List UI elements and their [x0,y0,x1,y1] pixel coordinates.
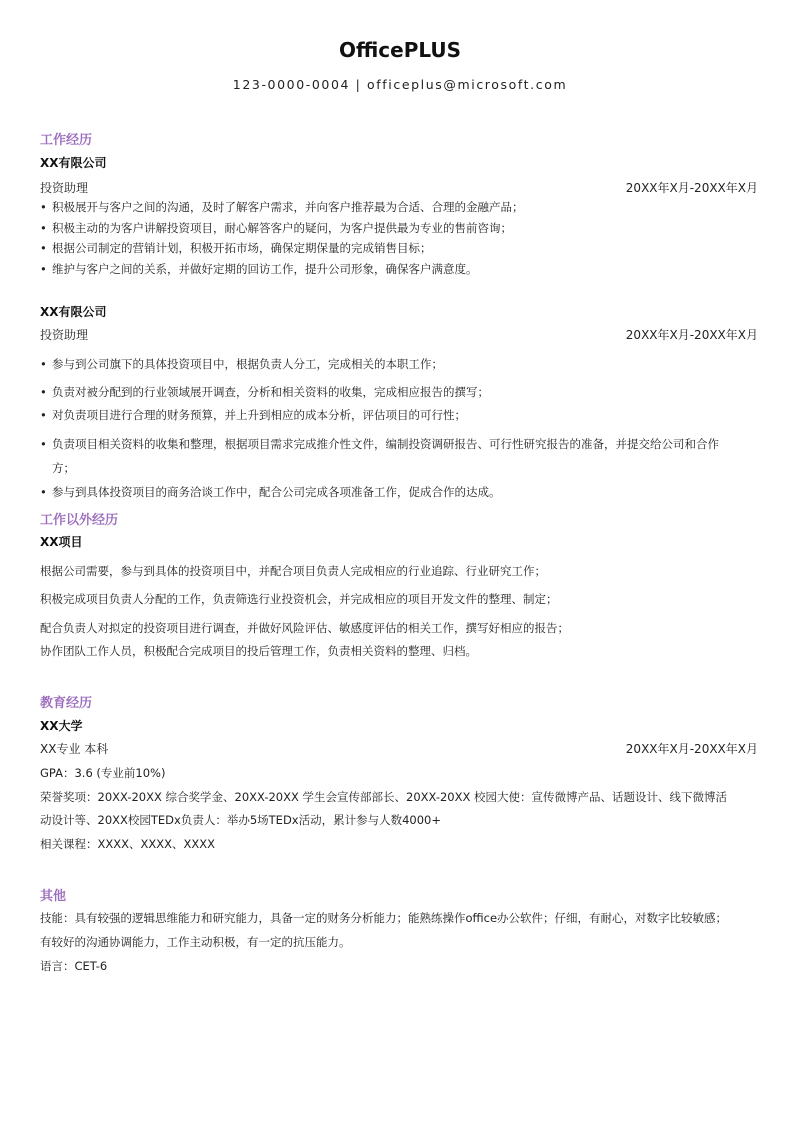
job-2-role: 投资助理 [40,328,89,342]
project-line-3: 配合负责人对拟定的投资项目进行调查，并做好风险评估、敏感度评估的相关工作，撰写好相应的报告； [40,621,569,635]
job-1-company: XX有限公司 [40,156,107,170]
project-line-2: 积极完成项目负责人分配的工作，负责筛选行业投资机会，并完成相应的项目开发文件的整理、制定； [40,592,558,606]
job-2-company: XX有限公司 [40,305,107,319]
job-1-role: 投资助理 [40,181,89,195]
job-2-bullet-1: • 参与到公司旗下的具体投资项目中，根据负责人分工，完成相关的本职工作； [40,356,443,372]
section-title-other: 其他 [40,889,67,904]
job-1-bullet-1: • 积极展开与客户之间的沟通，及时了解客户需求，并向客户推荐最为合适、合理的金融产品； [40,199,524,215]
education-gpa: GPA：3.6 (专业前10%) [40,766,166,780]
education-major: XX专业 本科 [40,742,109,756]
project-line-1: 根据公司需要，参与到具体的投资项目中，并配合项目负责人完成相应的行业追踪、行业研究工作； [40,564,546,578]
skills-line-1: 技能：具有较强的逻辑思维能力和研究能力，具备一定的财务分析能力；能熟练操作office办公软件；仔细，有耐心，对数字比较敏感； [40,911,728,925]
job-1-bullet-3: • 根据公司制定的营销计划，积极开拓市场，确保定期保量的完成销售目标； [40,240,432,256]
resume-name: OfficePLUS [338,38,462,62]
school-name: XX大学 [40,719,83,733]
job-2-bullet-2: • 负责对被分配到的行业领域展开调查，分析和相关资料的收集，完成相应报告的撰写； [40,384,489,400]
education-courses: 相关课程：XXXX、XXXX、XXXX [40,837,216,851]
job-1-bullet-2: • 积极主动的为客户讲解投资项目，耐心解答客户的疑问，为客户提供最为专业的售前咨询； [40,220,512,236]
education-date: 20XX年X月-20XX年X月 [625,742,758,756]
section-title-extra: 工作以外经历 [40,513,119,528]
skills-line-2: 有较好的沟通协调能力，工作主动积极，有一定的抗压能力。 [40,935,351,949]
job-1-bullet-4: • 维护与客户之间的关系，并做好定期的回访工作，提升公司形象，确保客户满意度。 [40,261,478,277]
education-honors-line-2: 动设计等、20XX校园TEDx负责人：举办5场TEDx活动，累计参与人数4000+ [40,813,442,827]
project-line-4: 协作团队工作人员，积极配合完成项目的投后管理工作，负责相关资料的整理、归档。 [40,644,477,658]
job-2-bullet-3: • 对负责项目进行合理的财务预算，并上升到相应的成本分析，评估项目的可行性； [40,407,466,423]
contact-line: 123-0000-0004 | officeplus@microsoft.com [232,77,568,92]
job-1-date: 20XX年X月-20XX年X月 [625,181,758,195]
language-line: 语言：CET-6 [40,959,108,973]
project-name: XX项目 [40,535,83,549]
job-2-date: 20XX年X月-20XX年X月 [625,328,758,342]
job-2-bullet-4: • 负责项目相关资料的收集和整理，根据项目需求完成推介性文件，编制投资调研报告、可行性研究报告的准备，并提交给公司和合作 [40,436,719,452]
section-title-education: 教育经历 [40,696,93,711]
job-2-bullet-4-continued: 方； [52,461,75,475]
education-honors-line-1: 荣誉奖项：20XX-20XX 综合奖学金、20XX-20XX 学生会宣传部部长、20XX-20XX 校园大使：宣传微博产品、话题设计、线下微博活 [40,790,728,804]
section-title-work: 工作经历 [40,133,93,148]
job-2-bullet-5: • 参与到具体投资项目的商务洽谈工作中，配合公司完成各项准备工作，促成合作的达成。 [40,484,501,500]
